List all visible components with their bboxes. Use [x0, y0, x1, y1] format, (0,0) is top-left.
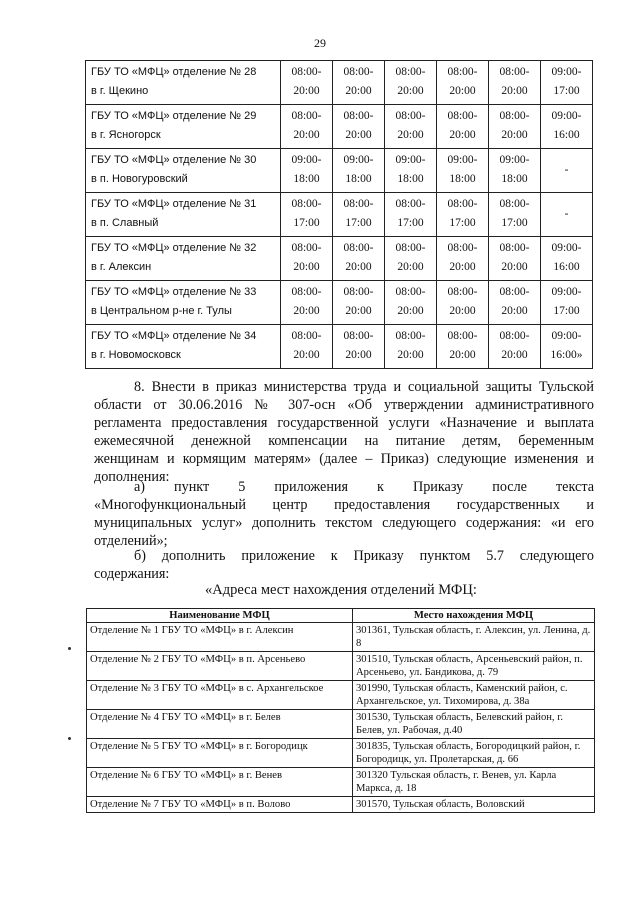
address-row	[87, 768, 595, 797]
branch-name-cell	[86, 149, 281, 193]
paragraph-line: содержания:	[94, 566, 170, 582]
hours-to: 20:00	[449, 261, 476, 273]
hours-from: 08:00-	[395, 198, 426, 210]
mfc-address-cell: 301835, Тульская область, Богородицкий район, г. Богородицк, ул. Пролетарская, д. 66	[353, 739, 595, 768]
paragraph-line: отделений»;	[94, 533, 168, 549]
hours-cell	[281, 237, 333, 281]
scan-dot	[68, 647, 71, 650]
hours-cell	[437, 237, 489, 281]
page-number: 29	[314, 36, 326, 50]
hours-cell	[333, 325, 385, 369]
paragraph-line: 8. Внести в приказ министерства труда и социальной защиты Тульской	[134, 379, 594, 395]
branch-name: ГБУ ТО «МФЦ» отделение № 34	[91, 330, 257, 342]
scan-dot	[68, 737, 71, 740]
mfc-address-cell: 301361, Тульская область, г. Алексин, ул. Ленина, д. 8	[353, 623, 595, 652]
hours-cell	[281, 149, 333, 193]
hours-from: 09:00-	[291, 154, 322, 166]
hours-to: 20:00	[501, 305, 528, 317]
hours-from: 08:00-	[395, 330, 426, 342]
hours-cell	[437, 193, 489, 237]
hours-to: 17:00	[345, 217, 372, 229]
paragraph-b	[94, 547, 594, 583]
mfc-address-cell: 301320 Тульская область, г. Венев, ул. Карла Маркса, д. 18	[353, 768, 595, 797]
hours-from: 08:00-	[499, 286, 530, 298]
hours-row	[86, 281, 593, 325]
hours-to: 17:00	[449, 217, 476, 229]
hours-cell	[385, 325, 437, 369]
hours-to: 20:00	[449, 305, 476, 317]
hours-from: 08:00-	[395, 110, 426, 122]
hours-from: 08:00-	[447, 242, 478, 254]
hours-from: 08:00-	[291, 66, 322, 78]
branch-location: в п. Новогуровский	[91, 173, 188, 185]
hours-cell	[385, 281, 437, 325]
hours-cell	[489, 149, 541, 193]
hours-to: 20:00	[293, 305, 320, 317]
hours-to: 17:00	[501, 217, 528, 229]
hours-cell	[281, 61, 333, 105]
hours-from: 08:00-	[499, 198, 530, 210]
hours-from: 09:00-	[551, 286, 582, 298]
mfc-name-cell: Отделение № 4 ГБУ ТО «МФЦ» в г. Белев	[87, 710, 353, 739]
hours-to: 16:00»	[550, 349, 583, 361]
hours-cell	[333, 193, 385, 237]
mfc-name-cell: Отделение № 1 ГБУ ТО «МФЦ» в г. Алексин	[87, 623, 353, 652]
hours-cell	[489, 193, 541, 237]
hours-row	[86, 237, 593, 281]
hours-cell	[281, 281, 333, 325]
branch-location: в г. Новомосковск	[91, 349, 181, 361]
hours-to: 20:00	[449, 129, 476, 141]
hours-to: 17:00	[553, 85, 580, 97]
mfc-name-cell: Отделение № 6 ГБУ ТО «МФЦ» в г. Венев	[87, 768, 353, 797]
address-row	[87, 623, 595, 652]
hours-from: 09:00-	[551, 330, 582, 342]
hours-cell	[385, 61, 437, 105]
hours-to: 20:00	[345, 349, 372, 361]
branch-name: ГБУ ТО «МФЦ» отделение № 28	[91, 66, 257, 78]
hours-from: 08:00-	[343, 110, 374, 122]
hours-row	[86, 193, 593, 237]
hours-from: 08:00-	[499, 242, 530, 254]
hours-to: 20:00	[449, 349, 476, 361]
hours-cell	[333, 237, 385, 281]
hours-from: 09:00-	[499, 154, 530, 166]
hours-to: 18:00	[501, 173, 528, 185]
hours-cell	[541, 61, 593, 105]
hours-to: 17:00	[553, 305, 580, 317]
addresses-heading: «Адреса мест нахождения отделений МФЦ:	[205, 582, 477, 598]
hours-from: 08:00-	[395, 242, 426, 254]
paragraph-line: дополнения:	[94, 469, 170, 485]
branch-name-cell	[86, 61, 281, 105]
hours-cell	[385, 237, 437, 281]
paragraph-line: б) дополнить приложение к Приказу пунктом 5.7 следующего	[134, 548, 594, 564]
branch-name-cell	[86, 325, 281, 369]
hours-cell	[541, 105, 593, 149]
hours-to: 20:00	[397, 85, 424, 97]
hours-cell	[333, 105, 385, 149]
address-row	[87, 797, 595, 813]
column-header-name: Наименование МФЦ	[87, 609, 353, 623]
mfc-address-cell: 301990, Тульская область, Каменский район, с. Архангельское, ул. Тихомирова, д. 38а	[353, 681, 595, 710]
branch-name-cell	[86, 193, 281, 237]
hours-to: 18:00	[397, 173, 424, 185]
hours-from: 08:00-	[291, 198, 322, 210]
hours-to: 18:00	[449, 173, 476, 185]
branch-location: в Центральном р-не г. Тулы	[91, 305, 232, 317]
hours-to: 20:00	[501, 85, 528, 97]
hours-cell	[489, 61, 541, 105]
hours-to: 16:00	[553, 129, 580, 141]
mfc-address-cell: 301510, Тульская область, Арсеньевский район, п. Арсеньево, ул. Бандикова, д. 79	[353, 652, 595, 681]
hours-from: 08:00-	[343, 286, 374, 298]
hours-from: -	[564, 208, 569, 220]
branch-name: ГБУ ТО «МФЦ» отделение № 31	[91, 198, 257, 210]
hours-to: 18:00	[293, 173, 320, 185]
hours-cell	[437, 149, 489, 193]
branch-name-cell	[86, 237, 281, 281]
hours-to: 20:00	[293, 85, 320, 97]
hours-cell	[541, 281, 593, 325]
hours-to: 20:00	[293, 261, 320, 273]
mfc-address-cell: 301570, Тульская область, Воловский	[353, 797, 595, 813]
hours-row	[86, 61, 593, 105]
hours-to: 20:00	[293, 129, 320, 141]
paragraph-line: «Многофункциональный центр предоставления государственных и	[94, 497, 594, 513]
hours-row	[86, 325, 593, 369]
hours-to: 20:00	[345, 85, 372, 97]
paragraph-a	[94, 478, 594, 550]
hours-cell	[333, 281, 385, 325]
hours-row	[86, 105, 593, 149]
hours-cell	[541, 193, 593, 237]
hours-to: 20:00	[501, 129, 528, 141]
hours-from: 09:00-	[343, 154, 374, 166]
hours-from: 09:00-	[447, 154, 478, 166]
paragraph-line: женщинам и кормящим матерям» (далее – Приказ) следующие изменения и	[94, 451, 594, 467]
branch-name: ГБУ ТО «МФЦ» отделение № 29	[91, 110, 257, 122]
hours-to: 20:00	[293, 349, 320, 361]
hours-cell	[489, 325, 541, 369]
hours-to: 20:00	[397, 261, 424, 273]
hours-cell	[437, 61, 489, 105]
hours-from: 08:00-	[447, 286, 478, 298]
paragraph-line: а) пункт 5 приложения к Приказу после текста	[134, 479, 594, 495]
paragraph-line: ежемесячной денежной компенсации на питание детям, беременным	[94, 433, 594, 449]
hours-to: 20:00	[449, 85, 476, 97]
branch-location: в г. Алексин	[91, 261, 152, 273]
address-row	[87, 739, 595, 768]
hours-to: 16:00	[553, 261, 580, 273]
hours-cell	[489, 281, 541, 325]
paragraph-8	[94, 378, 594, 486]
hours-from: 08:00-	[395, 66, 426, 78]
hours-from: 08:00-	[499, 330, 530, 342]
hours-from: 08:00-	[447, 198, 478, 210]
paragraph-line: муниципальных услуг» дополнить текстом следующего содержания: «и его	[94, 515, 594, 531]
branch-name-cell	[86, 281, 281, 325]
mfc-name-cell: Отделение № 5 ГБУ ТО «МФЦ» в г. Богородицк	[87, 739, 353, 768]
hours-from: 08:00-	[447, 330, 478, 342]
hours-from: 08:00-	[343, 242, 374, 254]
branch-name: ГБУ ТО «МФЦ» отделение № 33	[91, 286, 257, 298]
hours-from: 09:00-	[551, 110, 582, 122]
branch-name-cell	[86, 105, 281, 149]
hours-cell	[541, 149, 593, 193]
hours-from: 08:00-	[447, 110, 478, 122]
hours-from: 08:00-	[447, 66, 478, 78]
address-row	[87, 681, 595, 710]
hours-to: 20:00	[345, 129, 372, 141]
hours-cell	[541, 237, 593, 281]
hours-row	[86, 149, 593, 193]
hours-to: 20:00	[501, 349, 528, 361]
hours-to: 20:00	[397, 129, 424, 141]
hours-from: 08:00-	[343, 198, 374, 210]
hours-from: 08:00-	[343, 66, 374, 78]
hours-cell	[437, 105, 489, 149]
mfc-name-cell: Отделение № 3 ГБУ ТО «МФЦ» в с. Архангельское	[87, 681, 353, 710]
hours-cell	[489, 105, 541, 149]
hours-to: 17:00	[293, 217, 320, 229]
hours-to: 20:00	[397, 305, 424, 317]
branch-name: ГБУ ТО «МФЦ» отделение № 30	[91, 154, 257, 166]
hours-from: 08:00-	[499, 110, 530, 122]
hours-to: 17:00	[397, 217, 424, 229]
hours-cell	[281, 325, 333, 369]
hours-from: 08:00-	[395, 286, 426, 298]
hours-cell	[333, 61, 385, 105]
hours-from: 09:00-	[551, 242, 582, 254]
hours-cell	[385, 193, 437, 237]
hours-cell	[281, 193, 333, 237]
hours-to: 20:00	[397, 349, 424, 361]
addresses-table	[86, 608, 595, 813]
hours-to: 18:00	[345, 173, 372, 185]
branch-location: в г. Щекино	[91, 85, 149, 97]
branch-location: в п. Славный	[91, 217, 159, 229]
hours-cell	[385, 105, 437, 149]
paragraph-line: области от 30.06.2016 № 307-осн «Об утверждении административного	[94, 397, 594, 413]
hours-from: 08:00-	[343, 330, 374, 342]
paragraph-line: регламента предоставления государственной услуги «Назначение и выплата	[94, 415, 594, 431]
hours-from: 08:00-	[291, 286, 322, 298]
mfc-address-cell: 301530, Тульская область, Белевский район, г. Белев, ул. Рабочая, д.40	[353, 710, 595, 739]
hours-from: 09:00-	[551, 66, 582, 78]
hours-from: 09:00-	[395, 154, 426, 166]
hours-cell	[333, 149, 385, 193]
address-row	[87, 710, 595, 739]
hours-to: 20:00	[345, 261, 372, 273]
hours-from: 08:00-	[291, 330, 322, 342]
hours-cell	[437, 281, 489, 325]
mfc-name-cell: Отделение № 7 ГБУ ТО «МФЦ» в п. Волово	[87, 797, 353, 813]
hours-cell	[437, 325, 489, 369]
hours-from: 08:00-	[499, 66, 530, 78]
hours-from: 08:00-	[291, 110, 322, 122]
address-row	[87, 652, 595, 681]
branch-name: ГБУ ТО «МФЦ» отделение № 32	[91, 242, 257, 254]
branch-location: в г. Ясногорск	[91, 129, 161, 141]
hours-cell	[489, 237, 541, 281]
working-hours-table	[85, 60, 593, 369]
hours-to: 20:00	[345, 305, 372, 317]
mfc-name-cell: Отделение № 2 ГБУ ТО «МФЦ» в п. Арсеньево	[87, 652, 353, 681]
hours-to: 20:00	[501, 261, 528, 273]
hours-cell	[385, 149, 437, 193]
column-header-address: Место нахождения МФЦ	[353, 609, 595, 623]
hours-from: 08:00-	[291, 242, 322, 254]
hours-from: -	[564, 164, 569, 176]
hours-cell	[541, 325, 593, 369]
hours-cell	[281, 105, 333, 149]
